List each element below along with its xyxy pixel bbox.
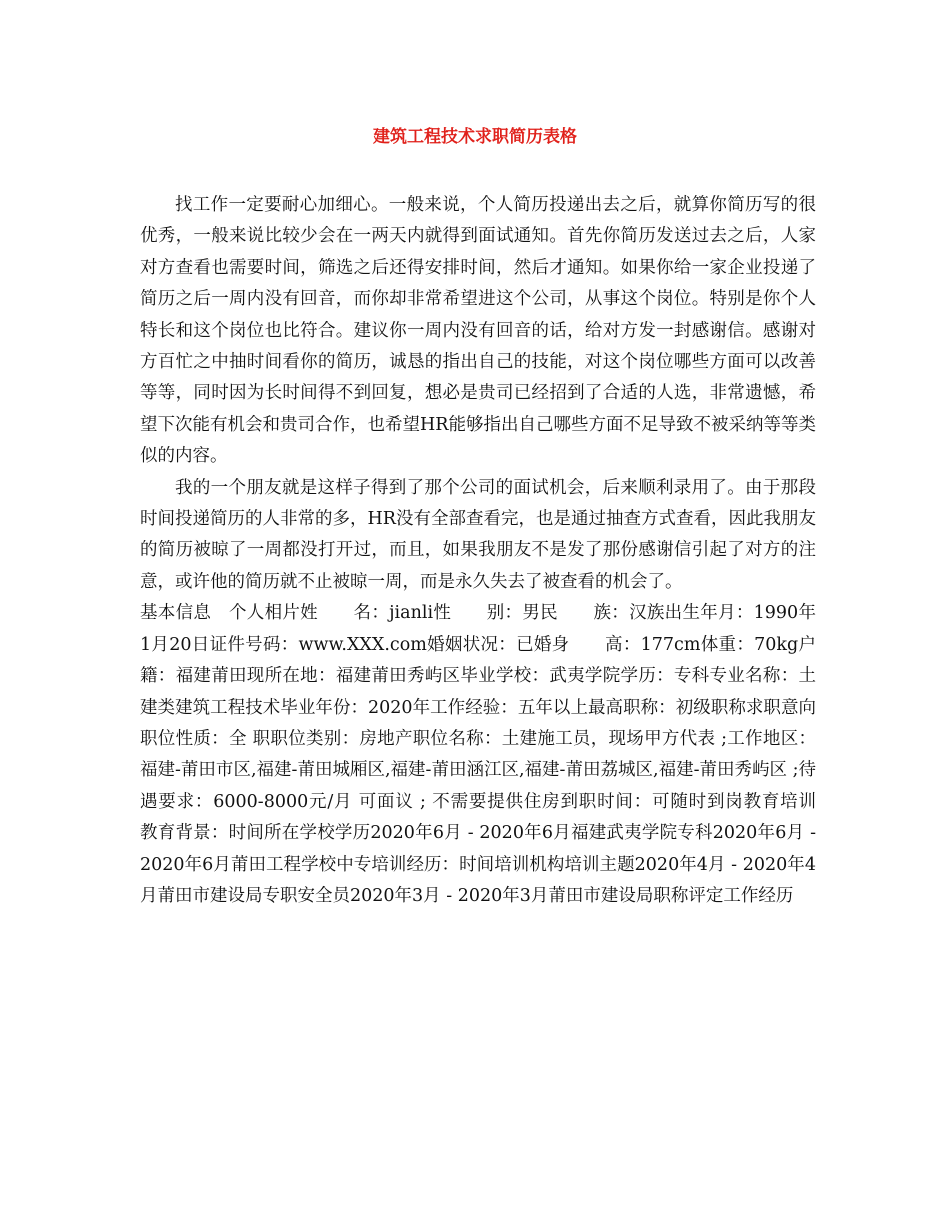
resume-info-block: 基本信息 个人相片姓 名：jianli性 别：男民 族：汉族出生年月：1990年1月20日证件号码：www.XXX.com婚姻状况：已婚身 高：177cm体重：70kg户 籍：福建莆田现所在地：福建莆田秀屿区毕业学校：武夷学院学历：专科专业名称：土建类建筑工程技术毕业年份：2020年工作经验：五年以上最高职称：初级职称求职意向 职位性质：全 职职位类别：房地产职位名称：土建施工员，现场甲方代表 ;工作地区：福建-莆田市区,福建-莆田城厢区,福建-莆田涵江区,福建-莆田荔城区,福建-莆田秀屿区 ;待遇要求：6000-8000元/月 可面议 ; 不需要提供住房到职时间：可随时到岗教育培训 教育背景：时间所在学校学历2020年6月 - 2020年6月福建武夷学院专科2020年6月 - 2020年6月莆田工程学校中专培训经历：时间培训机构培训主题2020年4月 - 2020年4月莆田市建设局专职安全员2020年3月 - 2020年3月莆田市建设局职称评定工作经历: [140, 603, 851, 906]
paragraph-intro: 找工作一定要耐心加细心。一般来说，个人简历投递出去之后，就算你简历写的很优秀，一般来说比较少会在一两天内就得到面试通知。首先你简历发送过去之后，人家对方查看也需要时间，筛选之后还得安排时间，然后才通知。如果你给一家企业投递了简历之后一周内没有回音，而你却非常希望进这个公司，从事这个岗位。特别是你个人特长和这个岗位也比符合。建议你一周内没有回音的话，给对方发一封感谢信。感谢对方百忙之中抽时间看你的简历，诚恳的指出自己的技能，对这个岗位哪些方面可以改善等等，同时因为长时间得不到回复，想必是贵司已经招到了合适的人选，非常遗憾，希望下次能有机会和贵司合作，也希望HR能够指出自己哪些方面不足导致不被采纳等等类似的内容。: [140, 195, 816, 467]
document-title: 建筑工程技术求职简历表格: [373, 127, 577, 147]
document-body: [140, 190, 851, 912]
paragraph-story: 我的一个朋友就是这样子得到了那个公司的面试机会，后来顺利录用了。由于那段时间投递简历的人非常的多，HR没有全部查看完，也是通过抽查方式查看，因此我朋友的简历被晾了一周都没打开过，而且，如果我朋友不是发了那份感谢信引起了对方的注意，或许他的简历就不止被晾一周，而是永久失去了被查看的机会了。: [140, 477, 816, 592]
